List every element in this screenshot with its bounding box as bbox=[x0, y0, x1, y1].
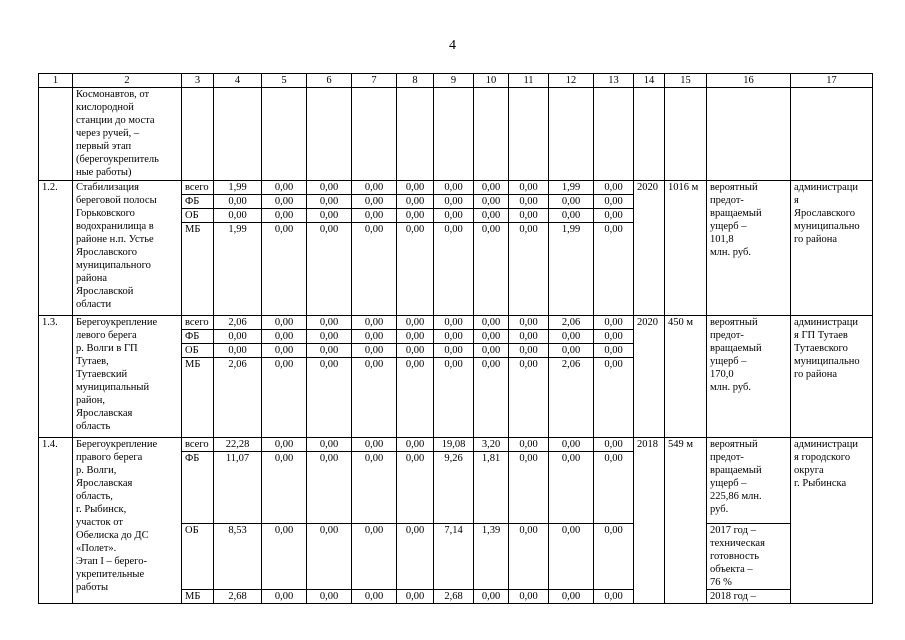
col-header: 6 bbox=[307, 74, 352, 88]
value-cell: 0,00 bbox=[509, 195, 549, 209]
effect: вероятный предот- вращаемый ущерб – 101,8 млн. руб. bbox=[707, 181, 791, 316]
col-header: 14 bbox=[634, 74, 665, 88]
value-cell: 0,00 bbox=[474, 316, 509, 330]
value-cell: 0,00 bbox=[509, 330, 549, 344]
value-cell: 0,00 bbox=[214, 209, 262, 223]
value-cell: 0,00 bbox=[549, 438, 594, 452]
value-cell: 0,00 bbox=[594, 223, 634, 316]
executor: администраци я ГП Тутаев Тутаевского муниципально го района bbox=[791, 316, 873, 438]
value-cell: 0,00 bbox=[352, 316, 397, 330]
table-row bbox=[39, 438, 873, 452]
cell bbox=[549, 88, 594, 181]
funding-source: МБ bbox=[182, 590, 214, 604]
value-cell: 0,00 bbox=[594, 524, 634, 590]
item-number: 1.3. bbox=[39, 316, 73, 438]
value-cell: 0,00 bbox=[352, 195, 397, 209]
cell bbox=[634, 88, 665, 181]
cell bbox=[352, 88, 397, 181]
item-number: 1.2. bbox=[39, 181, 73, 316]
funding-source: МБ bbox=[182, 358, 214, 438]
cell bbox=[791, 88, 873, 181]
column-number-row bbox=[39, 74, 873, 88]
cell bbox=[262, 88, 307, 181]
funding-source: всего bbox=[182, 438, 214, 452]
value-cell: 0,00 bbox=[434, 316, 474, 330]
value-cell: 1,81 bbox=[474, 452, 509, 524]
value-cell: 11,07 bbox=[214, 452, 262, 524]
value-cell: 0,00 bbox=[397, 438, 434, 452]
value-cell: 0,00 bbox=[397, 195, 434, 209]
value-cell: 0,00 bbox=[509, 209, 549, 223]
value-cell: 0,00 bbox=[397, 344, 434, 358]
value-cell: 2,06 bbox=[549, 358, 594, 438]
value-cell: 0,00 bbox=[549, 524, 594, 590]
value-cell: 2,06 bbox=[214, 316, 262, 330]
value-cell: 0,00 bbox=[352, 330, 397, 344]
funding-source: ОБ bbox=[182, 344, 214, 358]
value-cell: 0,00 bbox=[474, 181, 509, 195]
value-cell: 0,00 bbox=[594, 316, 634, 330]
value-cell: 0,00 bbox=[214, 330, 262, 344]
value-cell: 0,00 bbox=[307, 223, 352, 316]
col-header: 8 bbox=[397, 74, 434, 88]
executor: администраци я Ярославского муниципально го района bbox=[791, 181, 873, 316]
value-cell: 0,00 bbox=[352, 438, 397, 452]
value-cell: 0,00 bbox=[594, 330, 634, 344]
value-cell: 0,00 bbox=[549, 195, 594, 209]
value-cell: 0,00 bbox=[307, 330, 352, 344]
col-header: 3 bbox=[182, 74, 214, 88]
value-cell: 0,00 bbox=[509, 452, 549, 524]
value-cell: 0,00 bbox=[307, 358, 352, 438]
value-cell: 0,00 bbox=[549, 330, 594, 344]
col-header: 1 bbox=[39, 74, 73, 88]
funding-source: ФБ bbox=[182, 330, 214, 344]
cell bbox=[434, 88, 474, 181]
object-name: Берегоукрепление левого берега р. Волги в ГП Тутаев, Тутаевский муниципальный район, Ярославская область bbox=[73, 316, 182, 438]
value-cell: 0,00 bbox=[474, 344, 509, 358]
value-cell: 0,00 bbox=[262, 195, 307, 209]
value-cell: 0,00 bbox=[509, 316, 549, 330]
value-cell: 0,00 bbox=[509, 438, 549, 452]
value-cell: 2,06 bbox=[214, 358, 262, 438]
value-cell: 0,00 bbox=[434, 209, 474, 223]
value-cell: 0,00 bbox=[307, 316, 352, 330]
value-cell: 0,00 bbox=[307, 344, 352, 358]
value-cell: 1,99 bbox=[214, 181, 262, 195]
funding-source: всего bbox=[182, 316, 214, 330]
value-cell: 0,00 bbox=[509, 358, 549, 438]
value-cell: 0,00 bbox=[594, 181, 634, 195]
value-cell: 0,00 bbox=[307, 195, 352, 209]
value-cell: 0,00 bbox=[434, 344, 474, 358]
value-cell: 0,00 bbox=[397, 524, 434, 590]
value-cell: 0,00 bbox=[549, 209, 594, 223]
value-cell: 0,00 bbox=[434, 195, 474, 209]
col-header: 13 bbox=[594, 74, 634, 88]
length: 450 м bbox=[665, 316, 707, 438]
table-row bbox=[39, 181, 873, 195]
value-cell: 9,26 bbox=[434, 452, 474, 524]
value-cell: 1,39 bbox=[474, 524, 509, 590]
col-header: 11 bbox=[509, 74, 549, 88]
value-cell: 0,00 bbox=[549, 590, 594, 604]
funding-source: ФБ bbox=[182, 452, 214, 524]
value-cell: 0,00 bbox=[262, 223, 307, 316]
funding-source: ОБ bbox=[182, 524, 214, 590]
col-header: 7 bbox=[352, 74, 397, 88]
value-cell: 0,00 bbox=[214, 195, 262, 209]
year: 2020 bbox=[634, 181, 665, 316]
funding-source: всего bbox=[182, 181, 214, 195]
value-cell: 2,68 bbox=[214, 590, 262, 604]
value-cell: 0,00 bbox=[352, 524, 397, 590]
value-cell: 0,00 bbox=[397, 358, 434, 438]
col-header: 17 bbox=[791, 74, 873, 88]
executor: администраци я городского округа г. Рыбинска bbox=[791, 438, 873, 604]
year: 2018 bbox=[634, 438, 665, 604]
value-cell: 0,00 bbox=[397, 452, 434, 524]
col-header: 5 bbox=[262, 74, 307, 88]
value-cell: 0,00 bbox=[397, 223, 434, 316]
value-cell: 0,00 bbox=[434, 181, 474, 195]
value-cell: 2,68 bbox=[434, 590, 474, 604]
value-cell: 0,00 bbox=[307, 438, 352, 452]
col-header: 2 bbox=[73, 74, 182, 88]
value-cell: 8,53 bbox=[214, 524, 262, 590]
value-cell: 22,28 bbox=[214, 438, 262, 452]
value-cell: 0,00 bbox=[474, 209, 509, 223]
value-cell: 0,00 bbox=[397, 590, 434, 604]
value-cell: 0,00 bbox=[397, 181, 434, 195]
value-cell: 0,00 bbox=[262, 452, 307, 524]
value-cell: 0,00 bbox=[509, 181, 549, 195]
value-cell: 1,99 bbox=[549, 223, 594, 316]
value-cell: 0,00 bbox=[594, 344, 634, 358]
value-cell: 0,00 bbox=[509, 590, 549, 604]
length: 1016 м bbox=[665, 181, 707, 316]
value-cell: 0,00 bbox=[549, 344, 594, 358]
item-number: 1.4. bbox=[39, 438, 73, 604]
effect-status: 2017 год – техническая готовность объекта – 76 % bbox=[707, 524, 791, 590]
cell bbox=[39, 88, 73, 181]
value-cell: 1,99 bbox=[214, 223, 262, 316]
value-cell: 0,00 bbox=[434, 358, 474, 438]
col-header: 15 bbox=[665, 74, 707, 88]
object-name: Берегоукрепление правого берега р. Волги, Ярославская область, г. Рыбинск, участок от Обелиска до ДС «Полет». Этап I – берего- укрепительные работы bbox=[73, 438, 182, 604]
page-number: 4 bbox=[449, 38, 456, 53]
value-cell: 0,00 bbox=[352, 209, 397, 223]
cell bbox=[474, 88, 509, 181]
value-cell: 0,00 bbox=[307, 590, 352, 604]
value-cell: 0,00 bbox=[474, 330, 509, 344]
value-cell: 0,00 bbox=[262, 344, 307, 358]
value-cell: 0,00 bbox=[549, 452, 594, 524]
value-cell: 1,99 bbox=[549, 181, 594, 195]
value-cell: 0,00 bbox=[434, 223, 474, 316]
cell bbox=[665, 88, 707, 181]
program-table bbox=[38, 73, 873, 604]
col-header: 16 bbox=[707, 74, 791, 88]
value-cell: 0,00 bbox=[434, 330, 474, 344]
col-header: 12 bbox=[549, 74, 594, 88]
effect: вероятный предот- вращаемый ущерб – 170,0 млн. руб. bbox=[707, 316, 791, 438]
value-cell: 0,00 bbox=[474, 223, 509, 316]
value-cell: 0,00 bbox=[509, 223, 549, 316]
value-cell: 0,00 bbox=[262, 590, 307, 604]
value-cell: 0,00 bbox=[594, 452, 634, 524]
funding-source: МБ bbox=[182, 223, 214, 316]
value-cell: 0,00 bbox=[352, 344, 397, 358]
value-cell: 0,00 bbox=[352, 358, 397, 438]
value-cell: 0,00 bbox=[262, 524, 307, 590]
value-cell: 0,00 bbox=[594, 209, 634, 223]
value-cell: 0,00 bbox=[509, 524, 549, 590]
funding-source: ОБ bbox=[182, 209, 214, 223]
value-cell: 0,00 bbox=[594, 195, 634, 209]
cell bbox=[307, 88, 352, 181]
col-header: 4 bbox=[214, 74, 262, 88]
value-cell: 0,00 bbox=[594, 590, 634, 604]
col-header: 9 bbox=[434, 74, 474, 88]
col-header: 10 bbox=[474, 74, 509, 88]
effect-status: 2018 год – bbox=[707, 590, 791, 604]
value-cell: 0,00 bbox=[307, 209, 352, 223]
value-cell: 0,00 bbox=[474, 195, 509, 209]
cell bbox=[214, 88, 262, 181]
value-cell: 7,14 bbox=[434, 524, 474, 590]
value-cell: 0,00 bbox=[397, 330, 434, 344]
object-name: Космонавтов, от кислородной станции до моста через ручей, – первый этап (берегоукрепитель ные работы) bbox=[73, 88, 182, 181]
value-cell: 0,00 bbox=[262, 330, 307, 344]
value-cell: 0,00 bbox=[352, 452, 397, 524]
value-cell: 0,00 bbox=[307, 181, 352, 195]
value-cell: 0,00 bbox=[307, 452, 352, 524]
value-cell: 3,20 bbox=[474, 438, 509, 452]
value-cell: 0,00 bbox=[307, 524, 352, 590]
value-cell: 0,00 bbox=[262, 209, 307, 223]
continuation-row bbox=[39, 88, 873, 181]
value-cell: 19,08 bbox=[434, 438, 474, 452]
value-cell: 0,00 bbox=[214, 344, 262, 358]
cell bbox=[509, 88, 549, 181]
cell bbox=[397, 88, 434, 181]
cell bbox=[182, 88, 214, 181]
cell bbox=[594, 88, 634, 181]
value-cell: 0,00 bbox=[474, 590, 509, 604]
value-cell: 0,00 bbox=[262, 181, 307, 195]
value-cell: 0,00 bbox=[352, 181, 397, 195]
value-cell: 0,00 bbox=[352, 223, 397, 316]
table-row bbox=[39, 316, 873, 330]
value-cell: 0,00 bbox=[397, 316, 434, 330]
funding-source: ФБ bbox=[182, 195, 214, 209]
length: 549 м bbox=[665, 438, 707, 604]
value-cell: 0,00 bbox=[509, 344, 549, 358]
value-cell: 0,00 bbox=[352, 590, 397, 604]
value-cell: 0,00 bbox=[594, 438, 634, 452]
cell bbox=[707, 88, 791, 181]
value-cell: 0,00 bbox=[262, 358, 307, 438]
value-cell: 0,00 bbox=[262, 316, 307, 330]
value-cell: 0,00 bbox=[262, 438, 307, 452]
value-cell: 0,00 bbox=[474, 358, 509, 438]
effect: вероятный предот- вращаемый ущерб – 225,86 млн. руб. bbox=[707, 438, 791, 524]
value-cell: 0,00 bbox=[397, 209, 434, 223]
year: 2020 bbox=[634, 316, 665, 438]
value-cell: 2,06 bbox=[549, 316, 594, 330]
object-name: Стабилизация береговой полосы Горьковского водохранилища в районе н.п. Устье Ярославского муниципального района Ярославской области bbox=[73, 181, 182, 316]
value-cell: 0,00 bbox=[594, 358, 634, 438]
